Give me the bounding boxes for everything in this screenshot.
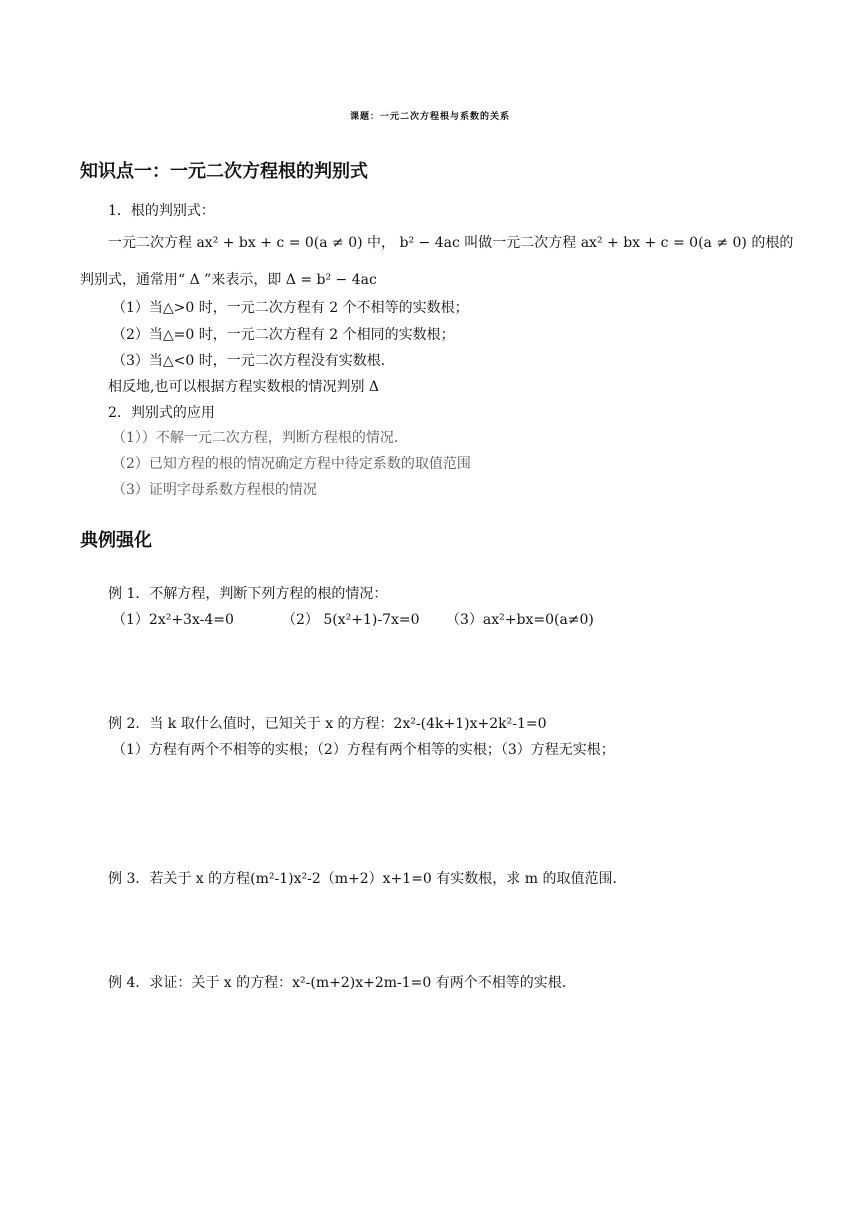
example-1-part-3: （3）ax²+bx=0(a≠0)	[446, 612, 594, 628]
example-1-title: 例 1．不解方程，判断下列方程的根的情况：	[108, 586, 388, 602]
application-1: （1））不解一元二次方程，判断方程根的情况．	[112, 430, 408, 446]
item-1-title: 1．根的判别式：	[108, 203, 215, 219]
definition-line-1: 一元二次方程 ax² + bx + c = 0(a ≠ 0) 中， b² − 4ac 叫做一元二次方程 ax² + bx + c = 0(a ≠ 0) 的根的	[108, 235, 794, 251]
example-2-parts: （1）方程有两个不相等的实根；（2）方程有两个相等的实根；（3）方程无实根；	[112, 742, 615, 758]
case-2: （2）当△=0 时，一元二次方程有 2 个相同的实数根；	[112, 327, 455, 343]
example-4: 例 4．求证：关于 x 的方程：x²-(m+2)x+2m-1=0 有两个不相等的实根．	[108, 975, 576, 991]
example-1-part-2: （2） 5(x²+1)-7x=0	[282, 612, 420, 628]
application-2: （2）已知方程的根的情况确定方程中待定系数的取值范围	[112, 456, 471, 472]
case-3: （3）当△<0 时，一元二次方程没有实数根．	[112, 353, 395, 369]
example-3: 例 3．若关于 x 的方程(m²-1)x²-2（m+2）x+1=0 有实数根，求 m 的取值范围．	[108, 871, 627, 887]
page-title: 课题：一元二次方程根与系数的关系	[349, 112, 510, 122]
section-heading-examples: 典例强化	[80, 530, 152, 551]
example-1-part-1: （1）2x²+3x-4=0	[112, 612, 234, 628]
converse-note: 相反地,也可以根据方程实数根的情况判别 Δ	[108, 379, 380, 395]
section-heading-discriminant: 知识点一：一元二次方程根的判别式	[80, 161, 368, 182]
definition-line-2: 判别式，通常用“ Δ ”来表示，即 Δ = b² − 4ac	[80, 272, 377, 288]
item-2-title: 2．判别式的应用	[108, 405, 215, 421]
case-1: （1）当△>0 时，一元二次方程有 2 个不相等的实数根；	[112, 300, 469, 316]
application-3: （3）证明字母系数方程根的情况	[112, 482, 317, 498]
example-2-title: 例 2．当 k 取什么值时，已知关于 x 的方程：2x²-(4k+1)x+2k²-1=0	[108, 716, 547, 732]
example-1-parts	[112, 612, 812, 632]
